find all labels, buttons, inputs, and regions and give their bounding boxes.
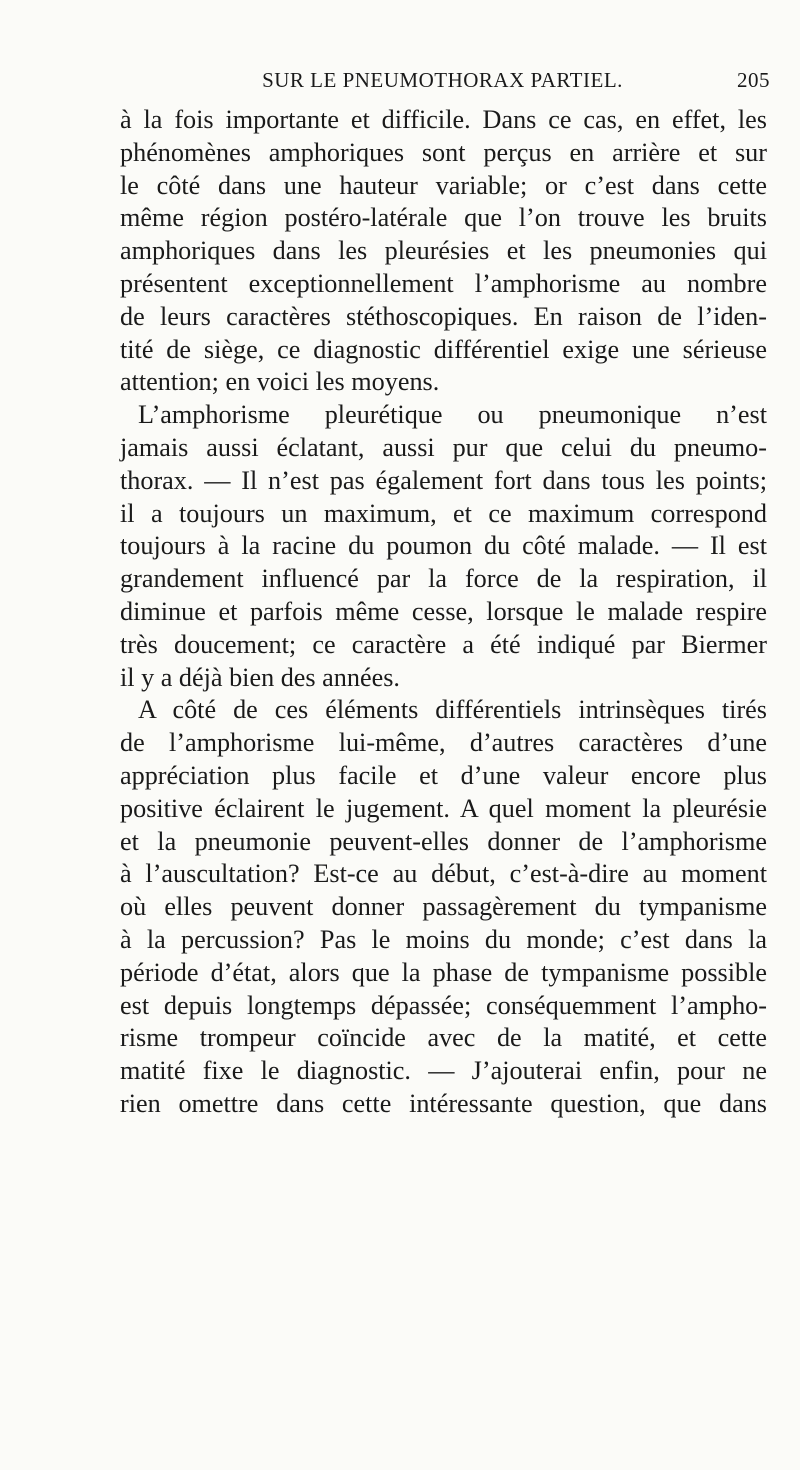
text-line: matité fixe le diagnostic. — J’ajouterai enfin, pour ne	[120, 1056, 767, 1086]
text-line: de l’amphorisme lui-même, d’autres caractères d’une	[120, 728, 767, 758]
text-line: et la pneumonie peuvent-elles donner de l’amphorisme	[120, 826, 767, 856]
text-line: présentent exceptionnellement l’amphorisme au nombre	[120, 268, 767, 298]
text-line: L’amphorisme pleurétique ou pneumonique n’est	[138, 400, 767, 430]
text-line: est depuis longtemps dépassée; conséquemment l’ampho-	[120, 990, 767, 1020]
running-title: SUR LE PNEUMOTHORAX PARTIEL.	[262, 68, 623, 92]
text-line: de leurs caractères stéthoscopiques. En raison de l’iden-	[120, 301, 767, 331]
text-line: diminue et parfois même cesse, lorsque le malade respire	[120, 596, 767, 626]
text-line: toujours à la racine du poumon du côté malade. — Il est	[120, 531, 767, 561]
text-line: thorax. — Il n’est pas également fort dans tous les points;	[120, 465, 767, 495]
text-line: il a toujours un maximum, et ce maximum correspond	[120, 498, 767, 528]
text-line: attention; en voici les moyens.	[120, 367, 440, 397]
text-line: où elles peuvent donner passagèrement du tympanisme	[120, 892, 767, 922]
text-line: A côté de ces éléments différentiels intrinsèques tirés	[138, 695, 767, 725]
text-line: phénomènes amphoriques sont perçus en arrière et sur	[120, 137, 767, 167]
text-line: tité de siège, ce diagnostic différentiel exige une sérieuse	[120, 334, 767, 364]
text-line: à la fois importante et difficile. Dans ce cas, en effet, les	[120, 105, 767, 134]
page-number: 205	[737, 68, 770, 92]
text-line: positive éclairent le jugement. A quel moment la pleurésie	[120, 793, 767, 823]
body-text	[120, 104, 767, 1121]
text-line: grandement influencé par la force de la respiration, il	[120, 564, 767, 594]
text-line: très doucement; ce caractère a été indiqué par Biermer	[120, 629, 767, 659]
text-line: rien omettre dans cette intéressante question, que dans	[120, 1088, 767, 1118]
text-line: à l’auscultation? Est-ce au début, c’est-à-dire au moment	[120, 859, 767, 889]
text-line: à la percussion? Pas le moins du monde; c’est dans la	[120, 924, 767, 954]
running-head	[115, 68, 770, 96]
text-line: appréciation plus facile et d’une valeur encore plus	[120, 760, 767, 790]
text-line: risme trompeur coïncide avec de la matité, et cette	[120, 1023, 767, 1053]
text-line: jamais aussi éclatant, aussi pur que celui du pneumo-	[120, 432, 767, 462]
text-line: amphoriques dans les pleurésies et les pneumonies qui	[120, 236, 767, 266]
text-line: période d’état, alors que la phase de tympanisme possible	[120, 957, 767, 987]
text-line: même région postéro-latérale que l’on trouve les bruits	[120, 203, 767, 233]
text-line: il y a déjà bien des années.	[120, 662, 400, 692]
text-line: le côté dans une hauteur variable; or c’est dans cette	[120, 170, 767, 200]
